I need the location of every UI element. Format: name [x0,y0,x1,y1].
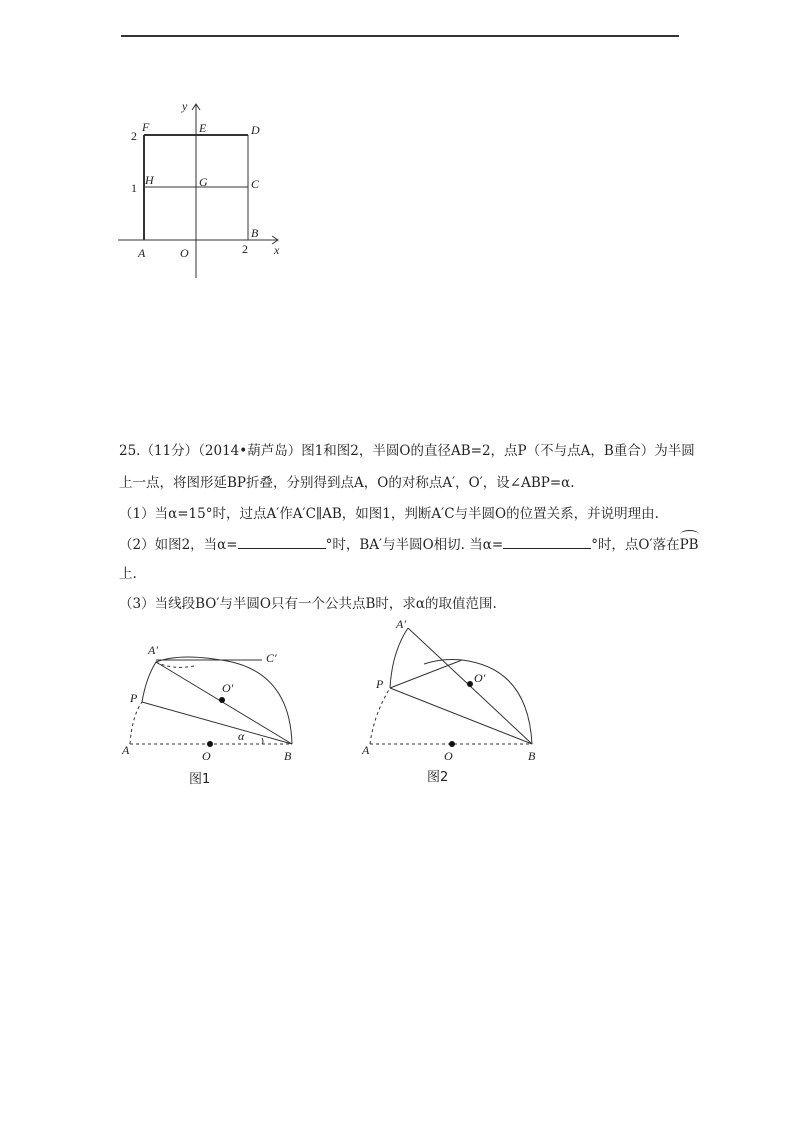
top-rule [121,35,679,37]
problem-part-1: （1）当α=15°时，过点A′作A′C∥AB，如图1，判断A′C与半圆O的位置关系，并说明理由. [119,506,659,522]
problem-part-3: （3）当线段BO′与半圆O只有一个公共点B时，求α的取值范围. [119,596,497,612]
fig1-label-A: A [122,743,130,757]
answer-blank-1[interactable] [238,534,326,549]
fig2-label-B: B [528,749,536,763]
coordinate-figure [118,96,298,280]
problem-part-2-end: 上. [119,566,137,582]
fig2-label-O: O [444,749,453,763]
fig1-label-O: O [202,749,211,763]
point-A: A [138,246,146,260]
answer-blank-2[interactable] [503,534,591,549]
figure-2 [352,612,552,764]
part2-text-b: °时，BA′与半圆O相切. 当α= [325,537,504,553]
fig2-label-A1: A′ [396,617,406,631]
point-H: H [145,173,154,187]
point-C: C [251,177,260,191]
axis-y-label: y [182,99,188,113]
fig1-label-C: C′ [266,651,277,665]
figure-2-caption: 图2 [427,770,449,785]
origin-O: O [180,246,189,260]
tick-y1: 1 [131,181,137,195]
point-E: E [199,121,207,135]
point-G: G [199,175,208,189]
problem-part-2 [119,533,699,555]
problem-line-2: 上一点，将图形延BP折叠，分别得到点A，O的对称点A′，O′，设∠ABP=α. [119,475,575,491]
part2-text-a: （2）如图2，当α= [119,537,238,553]
part2-text-c: °时，点O′落在 [591,537,680,553]
arc-pb: PB [680,533,699,555]
figure-1 [112,636,312,766]
point-F: F [142,120,150,134]
problem-line-1: 25.（11分）（2014•葫芦岛）图1和图2，半圆O的直径AB=2，点P（不与点A，B重合）为半圆 [119,443,695,459]
axis-x-label: x [274,243,280,257]
point-D: D [251,123,260,137]
tick-x2: 2 [242,242,248,256]
figure-1-caption: 图1 [189,772,211,787]
tick-y2: 2 [131,129,137,143]
fig1-label-A1: A′ [148,643,158,657]
fig1-label-O1: O′ [222,681,234,695]
fig2-label-A: A [362,743,370,757]
fig2-label-P: P [376,677,384,691]
fig2-label-O1: O′ [474,671,486,685]
fig1-label-P: P [130,691,138,705]
point-B: B [251,226,259,240]
fig1-label-alpha: α [238,729,245,743]
fig1-label-B: B [284,749,292,763]
